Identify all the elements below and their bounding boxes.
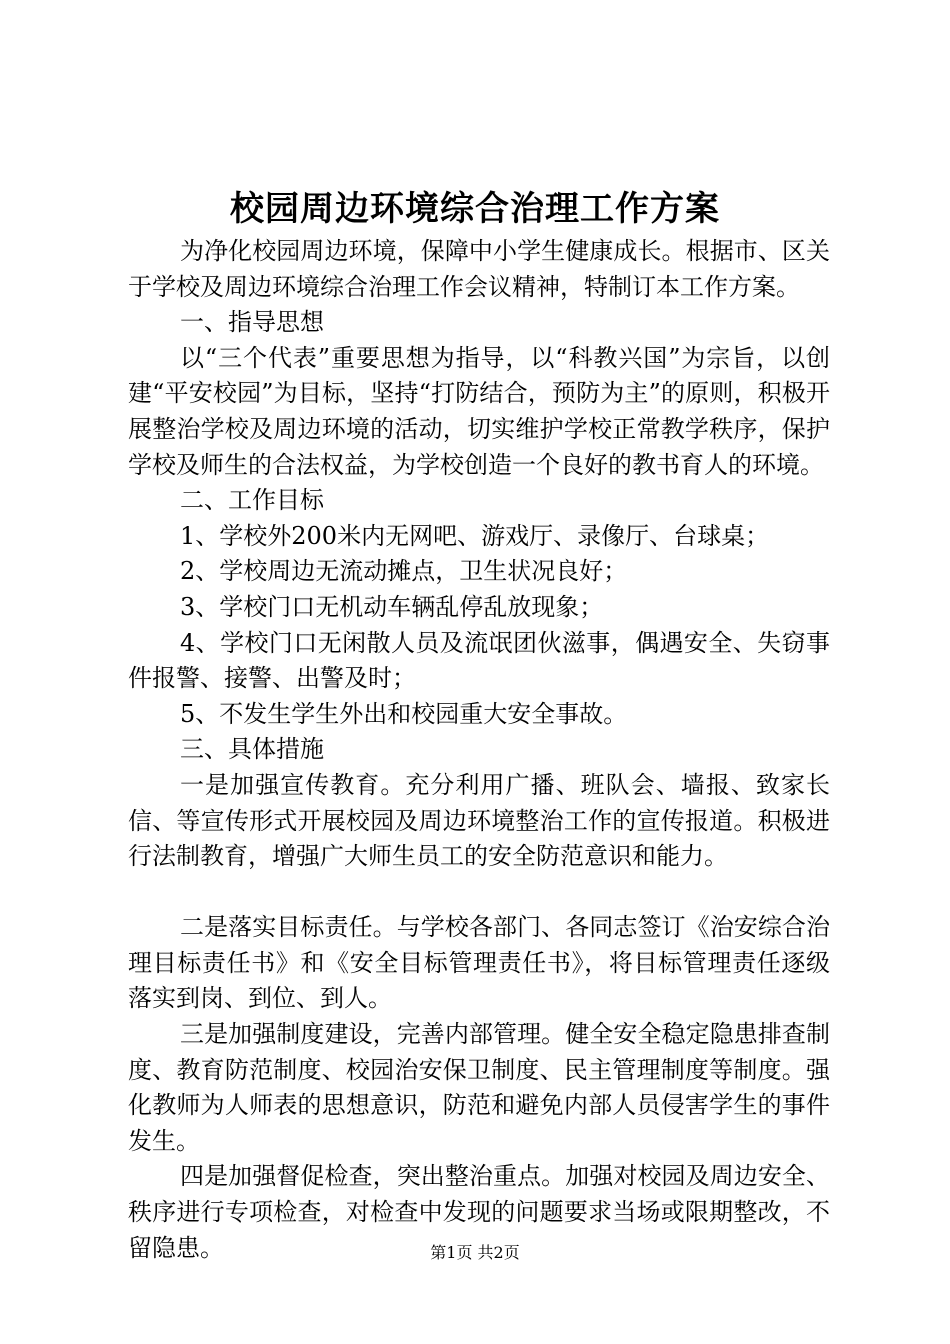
section-heading-work-goals: 二、工作目标: [180, 486, 324, 515]
goal-item-5: 5、不发生学生外出和校园重大安全事故。: [180, 699, 628, 728]
measure-paragraph-1: 一是加强宣传教育。充分利用广播、班队会、墙报、致家长信、等宣传形式开展校园及周边环境整治工作的宣传报道。积极进行法制教育，增强广大师生员工的安全防范意识和能力。: [128, 770, 830, 871]
paragraph-spacer: [128, 875, 830, 911]
page-footer: 第1页 共2页: [430, 1243, 520, 1262]
goal-item-3: 3、学校门口无机动车辆乱停乱放现象；: [180, 592, 604, 621]
goal-item-2: 2、学校周边无流动摊点，卫生状况良好；: [180, 557, 628, 586]
document-title: 校园周边环境综合治理工作方案: [230, 189, 720, 229]
goal-item-1: 1、学校外200米内无网吧、游戏厅、录像厅、台球桌；: [180, 521, 770, 550]
document-body: [128, 234, 830, 1266]
measure-paragraph-2: 二是落实目标责任。与学校各部门、各同志签订《治安综合治理目标责任书》和《安全目标管理责任书》，将目标管理责任逐级落实到岗、到位、到人。: [128, 913, 830, 1013]
section-heading-measures: 三、具体措施: [180, 735, 324, 764]
measure-paragraph-3: 三是加强制度建设，完善内部管理。健全安全稳定隐患排查制度、教育防范制度、校园治安保卫制度、民主管理制度等制度。强化教师为人师表的思想意识，防范和避免内部人员侵害学生的事件发生。: [128, 1020, 830, 1155]
goal-item-4: 4、学校门口无闲散人员及流氓团伙滋事，偶遇安全、失窃事件报警、接警、出警及时；: [128, 628, 830, 693]
intro-paragraph: 为净化校园周边环境，保障中小学生健康成长。根据市、区关于学校及周边环境综合治理工作会议精神，特制订本工作方案。: [128, 237, 830, 301]
section-heading-guiding-ideology: 一、指导思想: [180, 308, 324, 337]
measure-paragraph-4: 四是加强督促检查，突出整治重点。加强对校园及周边安全、秩序进行专项检查，对检查中发现的问题要求当场或限期整改，不留隐患。: [128, 1162, 830, 1262]
guiding-ideology-paragraph: 以“三个代表”重要思想为指导，以“科教兴国”为宗旨，以创建“平安校园”为目标，坚持“打防结合，预防为主”的原则，积极开展整治学校及周边环境的活动，切实维护学校正常教学秩序，保护学校及师生的合法权益，为学校创造一个良好的教书育人的环境。: [128, 343, 830, 479]
